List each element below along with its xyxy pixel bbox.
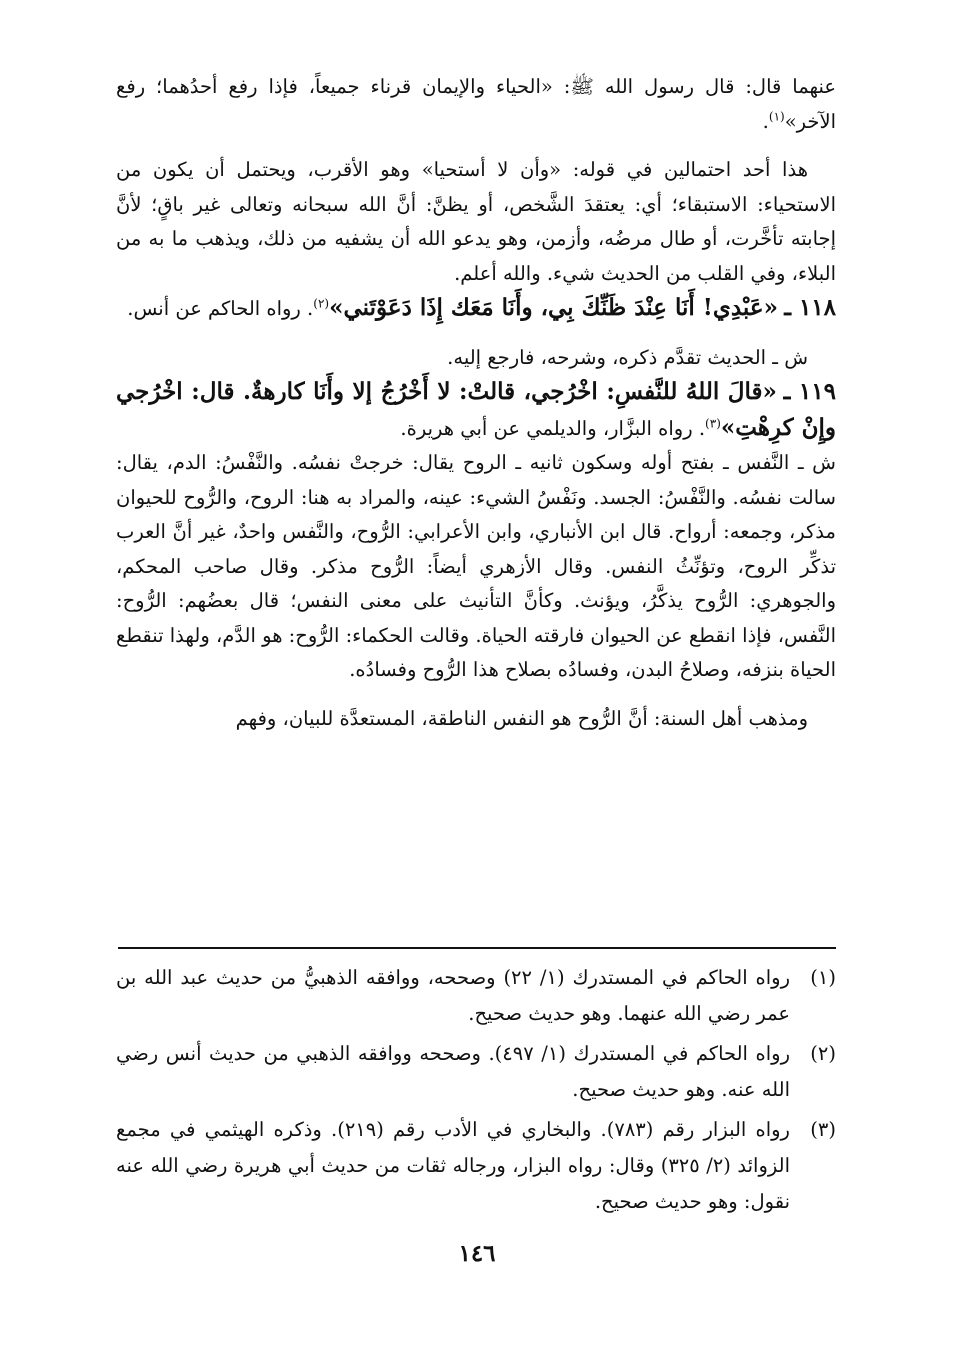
- hadith-118: [116, 291, 836, 327]
- footnote-text: رواه الحاكم في المستدرك (١/ ٤٩٧). وصححه ووافقه الذهبي من حديث أنس رضي الله عنه. وهو حديث صحيح.: [116, 1042, 791, 1101]
- hadith-118-text: «عَبْدِي! أَنَا عِنْدَ ظَنِّكَ بِي، وأَنَا مَعَك إِذَا دَعَوْتَني»: [329, 294, 778, 321]
- footnote-1: [116, 960, 836, 1032]
- paragraph-1-text: عنهما قال: قال رسول الله ﷺ: «الحياء والإيمان قرناء جميعاً، فإذا رفع أحدُهما؛ رفع الآخر»: [116, 75, 836, 133]
- footnote-separator: [118, 947, 836, 949]
- footnote-3: [116, 1112, 836, 1220]
- footnote-2: [116, 1036, 836, 1108]
- footnote-ref-2: (٢): [313, 296, 330, 311]
- paragraph-2: هذا أحد احتمالين في قوله: «وأن لا أستحيا» وهو الأقرب، ويحتمل أن يكون من الاستحياء: الاستبقاء؛ أي: يعتقدَ الشَّخص، أو يظنَّ: أنَّ الله سبحانه وتعالى غير باقٍ؛ لأنَّ إجابته تأخَّرت، أو طال مرضُه، وأزمن، وهو يدعو الله أن يشفيه من ذلك، ويذهب ما به من البلاء، وفي القلب من الحديث شيء. والله أعلم.: [116, 158, 836, 285]
- hadith-119-number: ١١٩ ـ: [783, 378, 836, 405]
- hadith-119-source: . رواه البزَّار، والديلمي عن أبي هريرة.: [400, 416, 706, 440]
- footnote-text: رواه البزار رقم (٧٨٣). والبخاري في الأدب رقم (٢١٩). وذكره الهيثمي في مجمع الزوائد (٢/ ٣٢٥) وقال: رواه البزار، ورجاله ثقات من حديث أبي هريرة رضي الله عنه نقول: وهو حديث صحيح.: [116, 1118, 790, 1213]
- footnote-number: (٢): [810, 1042, 836, 1065]
- hadith-119-text: «قالَ اللهُ للنَّفسِ: اخْرُجي، قالتْ: لا أَخْرُجُ إلا وأَنَا كارهةٌ. قال: اخْرُجي وإِنْ كرِهْتِ»: [116, 378, 836, 441]
- paragraph-1: [116, 70, 836, 139]
- hadith-118-number: ١١٨ ـ: [784, 294, 836, 321]
- hadith-118-source: . رواه الحاكم عن أنس.: [127, 297, 314, 320]
- footnote-text: رواه الحاكم في المستدرك (١/ ٢٢) وصححه، ووافقه الذهبيُّ من حديث عبد الله بن عمر رضي الله عنهما. وهو حديث صحيح.: [116, 966, 790, 1025]
- footnote-number: (٣): [810, 1118, 836, 1141]
- footnote-ref-3: (٣): [705, 416, 721, 430]
- footnote-ref-1: (١): [768, 109, 785, 123]
- footnote-number: (١): [810, 966, 836, 989]
- hadith-118-commentary: ش ـ الحديث تقدَّم ذكره، وشرحه، فارجع إليه.: [447, 345, 808, 369]
- page-number: ١٤٦: [458, 1240, 496, 1267]
- main-text: [116, 70, 836, 736]
- paragraph-last: ومذهب أهل السنة: أنَّ الرُّوح هو النفس الناطقة، المستعدَّة للبيان، وفهم: [235, 706, 808, 730]
- paragraph-1-end: .: [762, 109, 769, 133]
- footnotes: [116, 956, 836, 1220]
- hadith-119-commentary: ش ـ النَّفس ـ بفتح أوله وسكون ثانيه ـ الروح يقال: خرجتْ نفسُه. والنَّفْسُ: الدم، يقال: سالت نفسُه. والنَّفْسُ: الجسد. ونَفْسُ الشيء: عينه، والمراد به هنا: الروح، والرُّوح للحيوان مذكر، وجمعه: أرواح. قال ابن الأنباري، وابن الأعرابي: الرُّوح، والنَّفس واحدٌ، غير أنَّ العرب تذكِّر الروح، وتؤنِّثُ النفس. وقال الأزهري أيضاً: الرُّوح مذكر. وقال صاحب المحكم، والجوهري: الرُّوح يذكَّرُ، ويؤنث. وكأنَّ التأنيث على معنى النفس؛ قال بعضُهم: الرُّوح: النَّفس، فإذا انقطع عن الحيوان فارقته الحياة. وقالت الحكماء: الرُّوح: هو الدَّم، ولهذا تنقطع الحياة بنزفه، وصلاحُ البدن، وفسادُه بصلاح هذا الرُّوح وفسادُه.: [116, 451, 836, 681]
- hadith-119: [116, 375, 836, 446]
